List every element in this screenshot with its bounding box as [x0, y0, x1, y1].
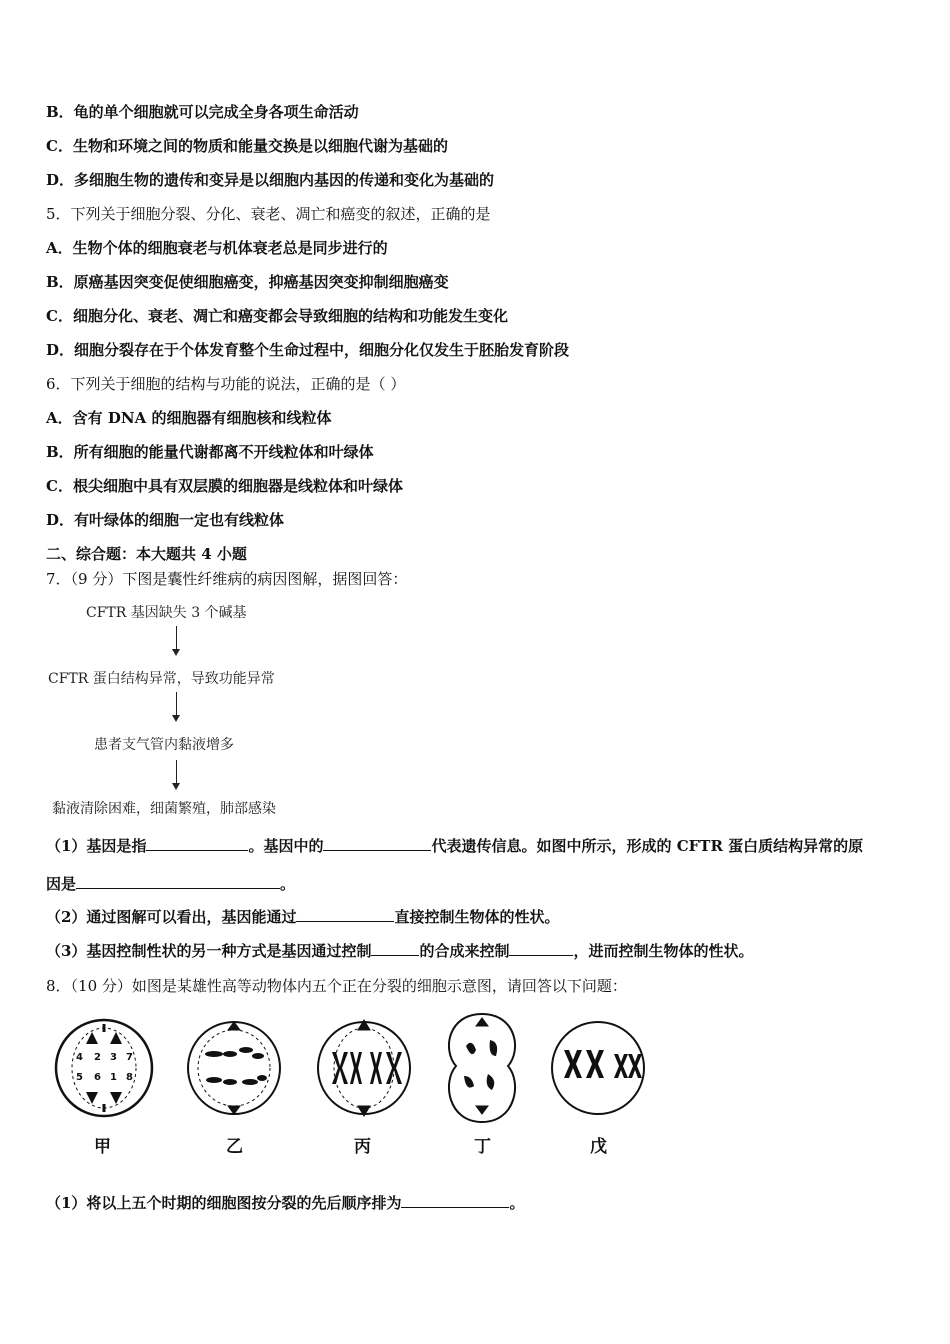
- answer-blank[interactable]: [323, 836, 431, 851]
- q6-option-a: A．含有 DNA 的细胞器有细胞核和线粒体: [46, 409, 332, 427]
- chromosome-label: 6: [94, 1072, 101, 1083]
- q7-sub1-line1: [46, 836, 863, 856]
- chromosome-label: 8: [126, 1072, 133, 1083]
- q7-sub3-text-a: （3）基因控制性状的另一种方式是基因通过控制: [46, 942, 372, 960]
- answer-blank[interactable]: [76, 874, 280, 889]
- flow-step-3: 患者支气管内黏液增多: [94, 737, 234, 753]
- chromosome-label: 4: [76, 1052, 83, 1063]
- q5-option-c: C．细胞分化、衰老、凋亡和癌变都会导致细胞的结构和功能发生变化: [46, 307, 508, 325]
- q7-sub1-line2: [46, 874, 295, 894]
- flow-step-4: 黏液清除困难，细菌繁殖，肺部感染: [52, 801, 276, 817]
- q7-sub1-text-e: 。: [280, 875, 296, 893]
- caption-ding: 丁: [474, 1137, 491, 1157]
- cell-wu: [552, 1022, 644, 1114]
- q8-sub1-text-a: （1）将以上五个时期的细胞图按分裂的先后顺序排为: [46, 1194, 402, 1212]
- caption-jia: 甲: [94, 1137, 111, 1157]
- q7-sub3-text-b: 的合成来控制: [419, 942, 510, 960]
- q6-option-c: C．根尖细胞中具有双层膜的细胞器是线粒体和叶绿体: [46, 477, 403, 495]
- flow-step-1: CFTR 基因缺失 3 个碱基: [86, 605, 247, 621]
- q5-option-a: A．生物个体的细胞衰老与机体衰老总是同步进行的: [46, 239, 388, 257]
- q7-sub1-text-c: 代表遗传信息。如图中所示，形成的 CFTR 蛋白质结构异常的原: [431, 837, 864, 855]
- q7-sub1-text-b: 。基因中的: [248, 837, 324, 855]
- q4-option-c: C．生物和环境之间的物质和能量交换是以细胞代谢为基础的: [46, 137, 448, 155]
- answer-blank[interactable]: [509, 941, 573, 956]
- cell-bing: [318, 1020, 410, 1116]
- arrow-down-icon: [176, 692, 177, 720]
- caption-bing: 丙: [354, 1137, 371, 1157]
- q5-option-b: B．原癌基因突变促使细胞癌变，抑癌基因突变抑制细胞癌变: [46, 273, 449, 291]
- answer-blank[interactable]: [371, 941, 419, 956]
- answer-blank[interactable]: [401, 1193, 509, 1208]
- q5-stem: 5．下列关于细胞分裂、分化、衰老、凋亡和癌变的叙述，正确的是: [46, 205, 491, 223]
- cftr-flow-diagram: [46, 596, 316, 826]
- arrow-down-icon: [176, 626, 177, 654]
- cell-ding: [449, 1014, 515, 1122]
- q4-option-d: D．多细胞生物的遗传和变异是以细胞内基因的传递和变化为基础的: [46, 171, 495, 189]
- q7-sub1-text-a: （1）基因是指: [46, 837, 147, 855]
- caption-wu: 戊: [590, 1137, 607, 1157]
- q7-sub2-text-b: 直接控制生物体的性状。: [394, 908, 560, 926]
- chromosome-label: 7: [126, 1052, 133, 1063]
- flow-step-2: CFTR 蛋白结构异常，导致功能异常: [48, 671, 275, 687]
- arrow-down-icon: [176, 760, 177, 788]
- section-heading: 二、综合题：本大题共 4 小题: [46, 545, 247, 563]
- q6-option-d: D．有叶绿体的细胞一定也有线粒体: [46, 511, 285, 529]
- q7-stem: 7．（9 分）下图是囊性纤维病的病因图解，据图回答：: [46, 570, 408, 588]
- answer-blank[interactable]: [146, 836, 248, 851]
- chromosome-label: 1: [110, 1072, 117, 1083]
- q7-sub3: [46, 941, 753, 961]
- cell-jia: [56, 1020, 152, 1116]
- q6-stem: 6．下列关于细胞的结构与功能的说法，正确的是（ ）: [46, 375, 406, 393]
- q7-sub2: [46, 907, 559, 927]
- q6-option-b: B．所有细胞的能量代谢都离不开线粒体和叶绿体: [46, 443, 374, 461]
- chromosome-label: 3: [110, 1052, 117, 1063]
- q7-sub1-text-d: 因是: [46, 875, 77, 893]
- chromosome-label: 2: [94, 1052, 101, 1063]
- cell-division-figure: [46, 1010, 666, 1170]
- cell-yi: [188, 1022, 280, 1114]
- chromosome-label: 5: [76, 1072, 83, 1083]
- q7-sub2-text-a: （2）通过图解可以看出，基因能通过: [46, 908, 297, 926]
- cell-diagrams: [46, 1010, 666, 1130]
- q7-sub3-text-c: ，进而控制生物体的性状。: [573, 942, 754, 960]
- caption-yi: 乙: [226, 1137, 243, 1157]
- q8-sub1-text-b: 。: [509, 1194, 525, 1212]
- q4-option-b: B．龟的单个细胞就可以完成全身各项生命活动: [46, 103, 359, 121]
- q5-option-d: D．细胞分裂存在于个体发育整个生命过程中，细胞分化仅发生于胚胎发育阶段: [46, 341, 570, 359]
- answer-blank[interactable]: [296, 907, 394, 922]
- q8-stem: 8．（10 分）如图是某雄性高等动物体内五个正在分裂的细胞示意图，请回答以下问题：: [46, 977, 627, 995]
- q8-sub1: [46, 1193, 524, 1213]
